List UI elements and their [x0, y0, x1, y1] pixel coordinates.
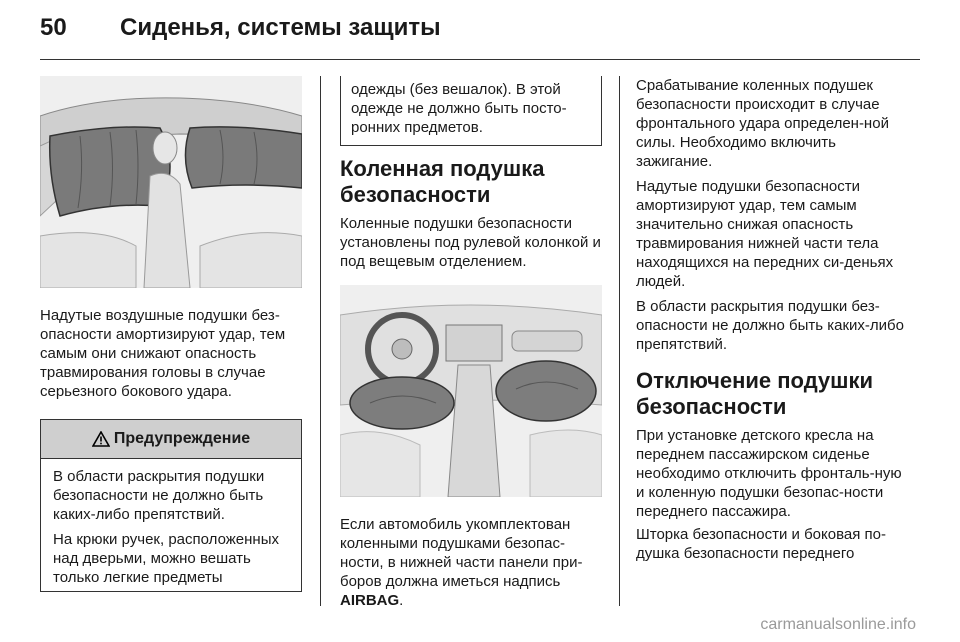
column3-paragraph-2: Надутые подушки безопасности амортизируют удар, тем самым значительно снижая опасность травмирования нижней части тела находящихся на передних си-деньях людей. — [636, 178, 894, 290]
page-header — [40, 14, 920, 54]
warning-header — [41, 420, 301, 459]
column3-paragraph-4: При установке детского кресла на переднем пассажирском сиденье необходимо отключить фронталь-ную и коленную подушки безопас-ности переднего пассажира. — [636, 427, 902, 520]
curtain-airbag-paragraph: Надутые воздушные подушки без-опасности амортизируют удар, тем самым они снижают опасность травмирования головы в случае серьезного бокового удара. — [40, 307, 286, 400]
airbag-deactivation-heading-line2: безопасности — [636, 394, 787, 419]
page-number: 50 — [40, 14, 67, 41]
knee-airbag-heading — [340, 156, 602, 208]
warning-box-continued — [340, 76, 602, 146]
knee-airbag-heading-line2: безопасности — [340, 182, 491, 207]
warning-triangle-icon — [92, 431, 110, 447]
column3-paragraph-5: Шторка безопасности и боковая по-душка безопасности переднего — [636, 526, 886, 562]
page-title: Сиденья, системы защиты — [120, 14, 441, 41]
airbag-label: AIRBAG — [340, 592, 400, 609]
airbag-deactivation-heading — [636, 368, 904, 420]
column-divider — [320, 76, 321, 606]
warning-continued-text: одежды (без вешалок). В этой одежде не должно быть посто-ронних предметов. — [351, 81, 567, 136]
knee-airbag-paragraph-1: Коленные подушки безопасности установлены под рулевой колонкой и под вещевым отделением. — [340, 215, 601, 270]
airbag-label-suffix: . — [399, 592, 404, 609]
column-divider — [619, 76, 620, 606]
warning-paragraph-1: В области раскрытия подушки безопасности не должно быть каких-либо препятствий. — [53, 468, 265, 523]
header-rule — [40, 59, 920, 60]
column-2 — [340, 76, 602, 610]
knee-airbag-paragraph-2-text: Если автомобиль укомплектован коленными подушками безопас-ности, в нижней части панели при-боров должна иметься надпись — [340, 516, 583, 590]
column3-paragraph-1: Срабатывание коленных подушек безопасности происходит в случае фронтального удара определен-ной силы. Необходимо включить зажигание. — [636, 77, 889, 170]
column-3 — [636, 76, 904, 563]
knee-airbag-figure — [340, 285, 602, 497]
warning-title: Предупреждение — [113, 430, 251, 447]
airbag-deactivation-heading-line1: Отключение подушки — [636, 368, 874, 393]
warning-box — [40, 419, 302, 592]
column-1 — [40, 76, 302, 592]
warning-paragraph-2: На крюки ручек, расположенных над дверьми, можно вешать только легкие предметы — [53, 531, 279, 586]
column3-paragraph-3: В области раскрытия подушки без-опасности не должно быть каких-либо препятствий. — [636, 298, 904, 353]
footer-watermark: carmanualsonline.info — [760, 616, 916, 633]
curtain-airbag-figure — [40, 76, 302, 288]
knee-airbag-heading-line1: Коленная подушка — [340, 156, 545, 181]
knee-airbag-paragraph-2 — [340, 515, 602, 610]
